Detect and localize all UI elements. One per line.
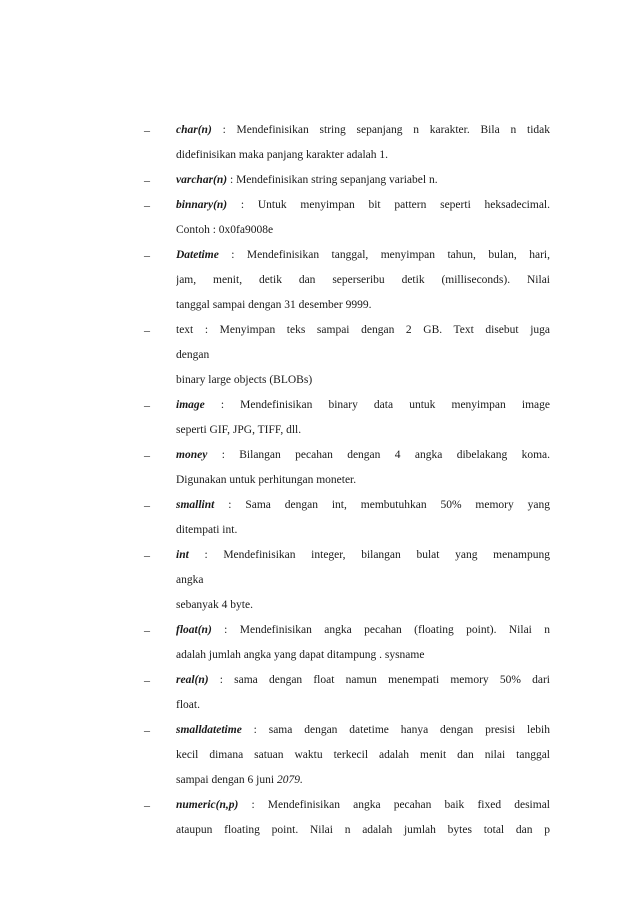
term-varchar: varchar(n) — [176, 174, 228, 186]
bullet-dash: – — [144, 548, 150, 562]
bullet-dash: – — [144, 723, 150, 737]
item-line: int : Mendefinisikan integer, bilangan bulat yang menampung — [176, 549, 550, 561]
list-item-char — [144, 118, 550, 168]
list-item-text — [144, 318, 550, 393]
year-italic: 2079. — [276, 774, 303, 786]
item-line: angka — [176, 574, 204, 586]
term-numeric: numeric(n,p) — [176, 799, 239, 811]
bullet-dash: – — [144, 798, 150, 812]
list-item-smallint — [144, 493, 550, 543]
item-line: real(n) : sama dengan float namun menempati memory 50% dari — [176, 674, 550, 686]
bullet-dash: – — [144, 448, 150, 462]
item-line: kecil dimana satuan waktu terkecil adalah menit dan nilai tanggal — [176, 749, 550, 761]
list-item-money — [144, 443, 550, 493]
item-line: sebanyak 4 byte. — [176, 599, 253, 611]
bullet-dash: – — [144, 398, 150, 412]
term-money: money — [176, 449, 208, 461]
item-line: binary large objects (BLOBs) — [176, 374, 313, 386]
item-line: jam, menit, detik dan seperseribu detik (milliseconds). Nilai — [176, 274, 550, 286]
term-int: int — [176, 549, 189, 561]
bullet-dash: – — [144, 323, 150, 337]
list-item-float — [144, 618, 550, 668]
term-binnary: binnary(n) — [176, 199, 228, 211]
item-line: binnary(n) : Untuk menyimpan bit pattern seperti heksadecimal. — [176, 199, 550, 211]
data-type-list — [144, 118, 550, 843]
term-char: char(n) — [176, 124, 212, 136]
term-real: real(n) — [176, 674, 209, 686]
list-item-numeric — [144, 793, 550, 843]
term-smallint: smallint — [176, 499, 215, 511]
item-line: image : Mendefinisikan binary data untuk menyimpan image — [176, 399, 550, 411]
item-line: adalah jumlah angka yang dapat ditampung . sysname — [176, 649, 425, 661]
list-item-binnary — [144, 193, 550, 243]
bullet-dash: – — [144, 623, 150, 637]
item-line: sampai dengan 6 juni 2079. — [176, 774, 303, 786]
list-item-int — [144, 543, 550, 618]
term-datetime: Datetime — [176, 249, 219, 261]
item-line: Contoh : 0x0fa9008e — [176, 224, 274, 236]
term-smalldatetime: smalldatetime — [176, 724, 242, 736]
item-line: dengan — [176, 349, 210, 361]
item-line: smalldatetime : sama dengan datetime hanya dengan presisi lebih — [176, 724, 550, 736]
item-line: smallint : Sama dengan int, membutuhkan 50% memory yang — [176, 499, 550, 511]
list-item-image — [144, 393, 550, 443]
list-item-varchar — [144, 168, 550, 193]
item-line: tanggal sampai dengan 31 desember 9999. — [176, 299, 372, 311]
list-item-real — [144, 668, 550, 718]
item-line: float. — [176, 699, 200, 711]
item-line: char(n) : Mendefinisikan string sepanjang n karakter. Bila n tidak — [176, 124, 550, 136]
item-line: Digunakan untuk perhitungan moneter. — [176, 474, 357, 486]
item-line: ataupun floating point. Nilai n adalah jumlah bytes total dan p — [176, 824, 550, 836]
list-item-smalldatetime — [144, 718, 550, 793]
bullet-dash: – — [144, 498, 150, 512]
term-image: image — [176, 399, 205, 411]
item-line: money : Bilangan pecahan dengan 4 angka dibelakang koma. — [176, 449, 550, 461]
item-line: float(n) : Mendefinisikan angka pecahan (floating point). Nilai n — [176, 624, 550, 636]
bullet-dash: – — [144, 673, 150, 687]
term-float: float(n) — [176, 624, 212, 636]
item-line: text : Menyimpan teks sampai dengan 2 GB. Text disebut juga — [176, 324, 550, 336]
list-item-datetime — [144, 243, 550, 318]
bullet-dash: – — [144, 248, 150, 262]
item-line: varchar(n) : Mendefinisikan string sepanjang variabel n. — [176, 174, 438, 186]
item-line: seperti GIF, JPG, TIFF, dll. — [176, 424, 302, 436]
item-line: ditempati int. — [176, 524, 238, 536]
bullet-dash: – — [144, 123, 150, 137]
item-line: Datetime : Mendefinisikan tanggal, menyimpan tahun, bulan, hari, — [176, 249, 550, 261]
item-line: didefinisikan maka panjang karakter adalah 1. — [176, 149, 389, 161]
item-line: numeric(n,p) : Mendefinisikan angka pecahan baik fixed desimal — [176, 799, 550, 811]
bullet-dash: – — [144, 198, 150, 212]
bullet-dash: – — [144, 173, 150, 187]
